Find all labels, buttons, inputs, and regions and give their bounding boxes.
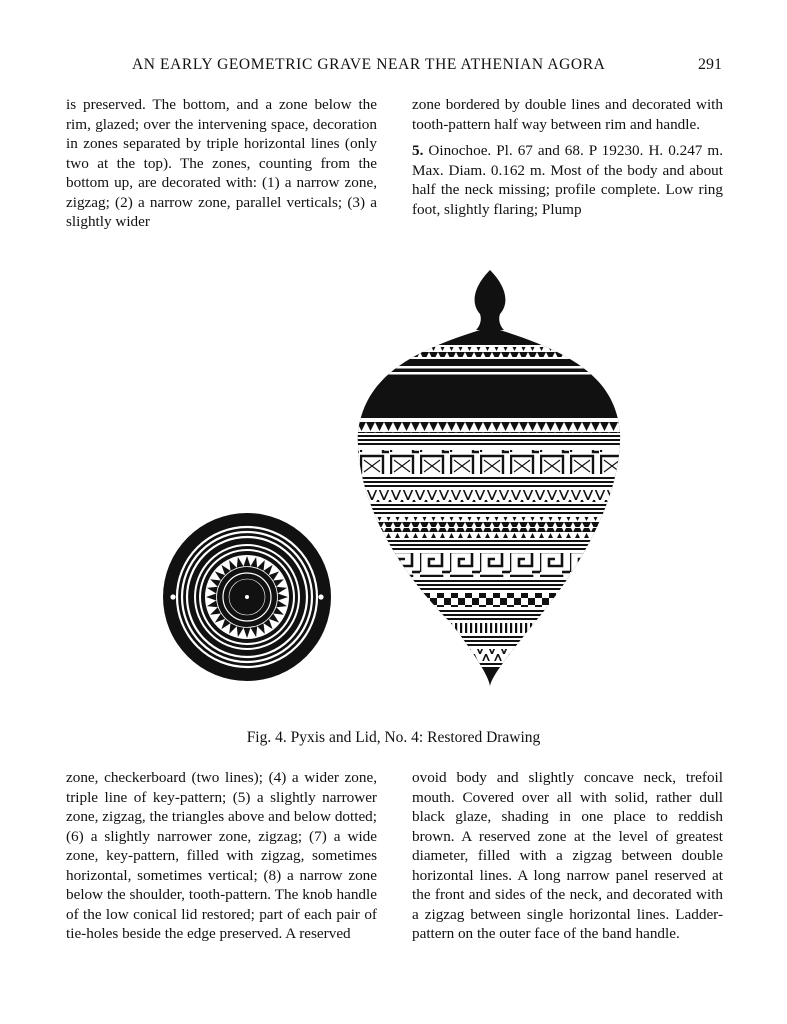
lid-top-view [163,513,331,681]
paragraph: is preserved. The bottom, and a zone below the rim, glazed; over the intervening space, decoration in zones separated by triple horizontal lines (only two at the top). The zones, counting from the bottom up, are decorated with: (1) a narrow zone, zigzag; (2) a narrow zone, parallel verticals; (3) a slightly wider [66,96,377,230]
column-bottom-left [66,768,377,944]
column-top-left [66,95,377,232]
page-header [0,56,787,80]
paragraph: ovoid body and slightly concave neck, trefoil mouth. Covered over all with solid, rather dull black glaze, shading in one place to reddish brown. A reserved zone at the level of greatest diameter, filled with a zigzag between double horizontal lines. A long narrow panel reserved at the front and sides of the neck, and decorated with a zigzag between single horizontal lines. Ladder-pattern on the outer face of the band handle. [412,769,723,942]
entry-text: Oinochoe. Pl. 67 and 68. P 19230. H. 0.247 m. Max. Diam. 0.162 m. Most of the body and about half the neck missing; profile complete. Low ring foot, slightly flaring; Plump [412,142,723,218]
column-bottom-right [412,768,723,944]
paragraph: zone bordered by double lines and decorated with tooth-pattern half way between rim and handle. [412,96,723,133]
lid-knob [475,270,506,330]
pyxis-body [350,322,630,702]
catalog-entry [412,141,723,219]
entry-number: 5. [412,142,424,159]
column-top-right [412,95,723,219]
paragraph: zone, checkerboard (two lines); (4) a wider zone, triple line of key-pattern; (5) a slightly narrower zone, zigzag, the triangles above and below dotted; (6) a slightly narrower zone, zigzag; (7) a wide zone, key-pattern, filled with zigzag, sometimes horizontal, sometimes vertical; (8) a narrow zone below the shoulder, tooth-pattern. The knob handle of the low conical lid restored; part of each pair of tie-holes beside the edge preserved. A reserved [66,769,377,942]
figure-caption: Fig. 4. Pyxis and Lid, No. 4: Restored Drawing [246,729,541,746]
pyxis-drawing-figure [150,262,630,712]
running-title: AN EARLY GEOMETRIC GRAVE NEAR THE ATHENIAN AGORA [132,56,606,73]
page-number: 291 [698,56,722,73]
